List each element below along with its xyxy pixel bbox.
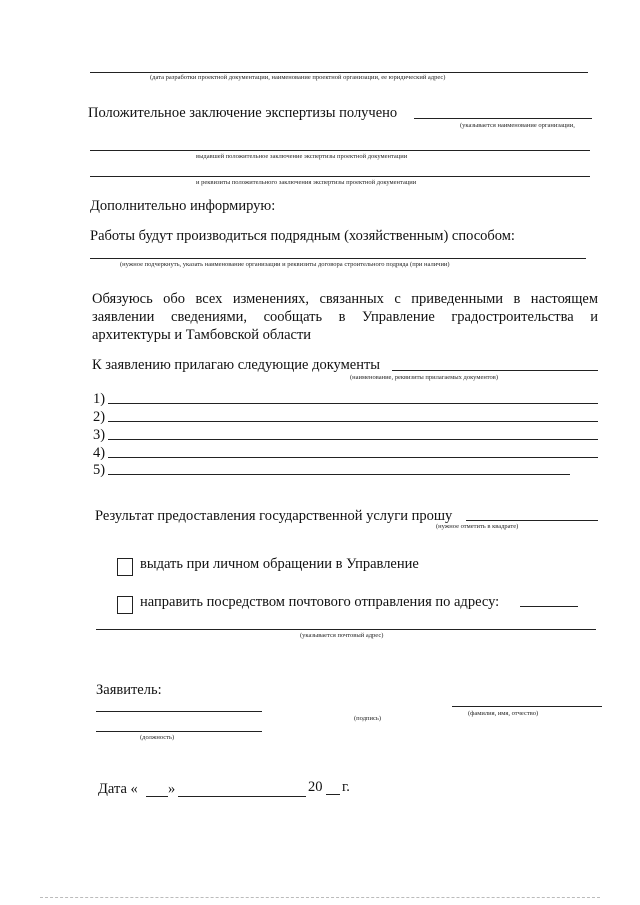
attachments-label: К заявлению прилагаю следующие документы	[92, 357, 381, 373]
attachment-4-field[interactable]	[108, 457, 598, 458]
developer-line	[90, 72, 588, 73]
result-field[interactable]	[466, 520, 598, 521]
option-personal-label: выдать при личном обращении в Управление	[140, 556, 419, 572]
checkbox-personal[interactable]	[117, 558, 133, 576]
applicant-position-field[interactable]	[96, 731, 262, 732]
applicant-org-field[interactable]	[96, 711, 262, 712]
expertise-label: Положительное заключение экспертизы получено	[88, 105, 398, 121]
attachments-field[interactable]	[392, 370, 598, 371]
date-year: 20	[308, 779, 323, 795]
date-year-field[interactable]	[326, 794, 340, 795]
signature-caption: (подпись)	[354, 715, 381, 722]
date-month-field[interactable]	[178, 796, 306, 797]
works-caption: (нужное подчеркнуть, указать наименование организации и реквизиты договора строительного подряда (при наличии)	[120, 261, 450, 268]
additional-label: Дополнительно информирую:	[90, 198, 276, 214]
result-label: Результат предоставления государственной услуги прошу	[95, 508, 453, 524]
attachment-3-field[interactable]	[108, 439, 598, 440]
date-suffix: г.	[342, 779, 350, 795]
developer-caption: (дата разработки проектной документации, наименование проектной организации, ее юридический адрес)	[150, 74, 446, 81]
expertise-details-field[interactable]	[90, 176, 590, 177]
attachment-1-field[interactable]	[108, 403, 598, 404]
post-address-field[interactable]	[96, 629, 596, 630]
expertise-org-field[interactable]	[414, 118, 592, 119]
attachment-2-field[interactable]	[108, 421, 598, 422]
post-address-inline-field[interactable]	[520, 606, 578, 607]
date-day-field[interactable]	[146, 796, 168, 797]
attachment-5-field[interactable]	[108, 474, 570, 475]
post-address-caption: (указывается почтовый адрес)	[300, 632, 384, 639]
attachment-2-label: 2)	[93, 409, 106, 425]
checkbox-post[interactable]	[117, 596, 133, 614]
attachment-1-label: 1)	[93, 391, 106, 407]
works-label: Работы будут производиться подрядным (хозяйственным) способом:	[90, 228, 515, 244]
date-prefix: Дата «	[98, 781, 138, 797]
applicant-name-field[interactable]	[452, 706, 602, 707]
option-post-label: направить посредством почтового отправления по адресу:	[140, 594, 500, 610]
position-caption: (должность)	[140, 734, 175, 741]
scan-edge-marks	[40, 897, 600, 898]
attachment-5-label: 5)	[93, 462, 106, 478]
applicant-label: Заявитель:	[96, 682, 162, 698]
expertise-issued-field[interactable]	[90, 150, 590, 151]
attachments-caption: (наименование, реквизиты прилагаемых документов)	[350, 374, 499, 381]
expertise-org-caption: (указывается наименование организации,	[460, 122, 575, 129]
result-caption: (нужное отметить в квадрате)	[436, 523, 519, 530]
date-mid: »	[168, 781, 176, 797]
attachment-3-label: 3)	[93, 427, 106, 443]
works-field[interactable]	[90, 258, 586, 259]
expertise-details-caption: и реквизиты положительного заключения экспертизы проектной документации	[196, 179, 417, 186]
expertise-issued-caption: выдавшей положительное заключение экспертизы проектной документации	[196, 153, 408, 160]
obligation-text: Обязуюсь обо всех изменениях, связанных с приведенными в настоящем заявлении сведениями, сообщать в Управление градостроительства и архитектуры и Тамбовской области	[92, 291, 598, 343]
name-caption: (фамилия, имя, отчество)	[468, 710, 539, 717]
attachment-4-label: 4)	[93, 445, 106, 461]
